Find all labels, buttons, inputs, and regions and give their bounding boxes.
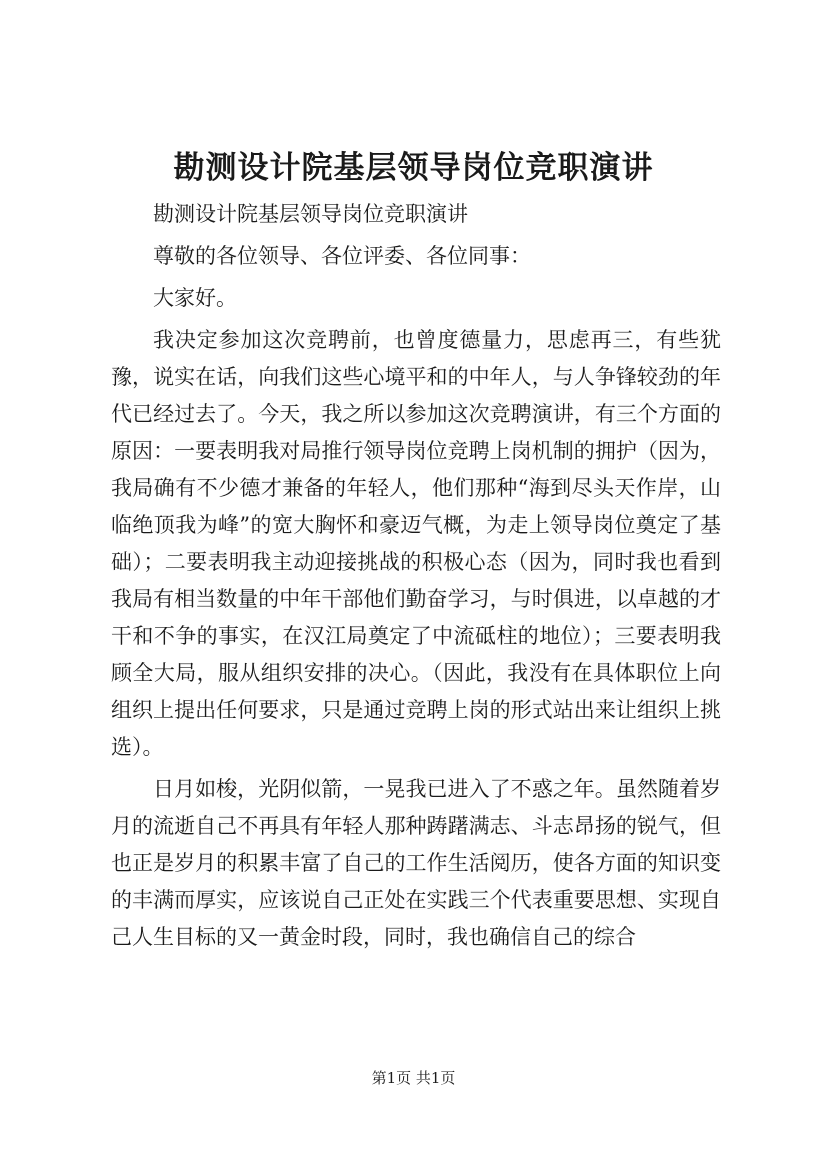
paragraph-greeting: 大家好。 (153, 286, 237, 310)
document-title: 勘测设计院基层领导岗位竞职演讲 (173, 150, 654, 186)
document-body (111, 196, 721, 961)
paragraph-body: 日月如梭，光阴似箭，一晃我已进入了不惑之年。虽然随着岁月的流逝自己不再具有年轻人那种踌躇满志、斗志昂扬的锐气，但也正是岁月的积累丰富了自己的工作生活阅历，使各方面的知识变的丰满而厚实，应该说自己正处在实践三个代表重要思想、实现自己人生目标的又一黄金时段，同时，我也确信自己的综合 (111, 777, 721, 949)
paragraph-subtitle: 勘测设计院基层领导岗位竞职演讲 (153, 202, 468, 226)
page-number-footer: 第1页 共1页 (371, 1069, 456, 1087)
paragraph-body: 我决定参加这次竞聘前，也曾度德量力，思虑再三，有些犹豫，说实在话，向我们这些心境平和的中年人，与人争锋较劲的年代已经过去了。今天，我之所以参加这次竞聘演讲，有三个方面的原因：一要表明我对局推行领导岗位竞聘上岗机制的拥护（因为，我局确有不少德才兼备的年轻人，他们那种“海到尽头天作岸，山临绝顶我为峰”的宽大胸怀和豪迈气概，为走上领导岗位奠定了基础）；二要表明我主动迎接挑战的积极心态（因为，同时我也看到我局有相当数量的中年干部他们勤奋学习，与时俱进，以卓越的才干和不争的事实，在汉江局奠定了中流砥柱的地位）；三要表明我顾全大局，服从组织安排的决心。（因此，我没有在具体职位上向组织上提出任何要求，只是通过竞聘上岗的形式站出来让组织上挑选）。 (111, 328, 721, 759)
paragraph-salutation: 尊敬的各位领导、各位评委、各位同事： (153, 244, 531, 268)
